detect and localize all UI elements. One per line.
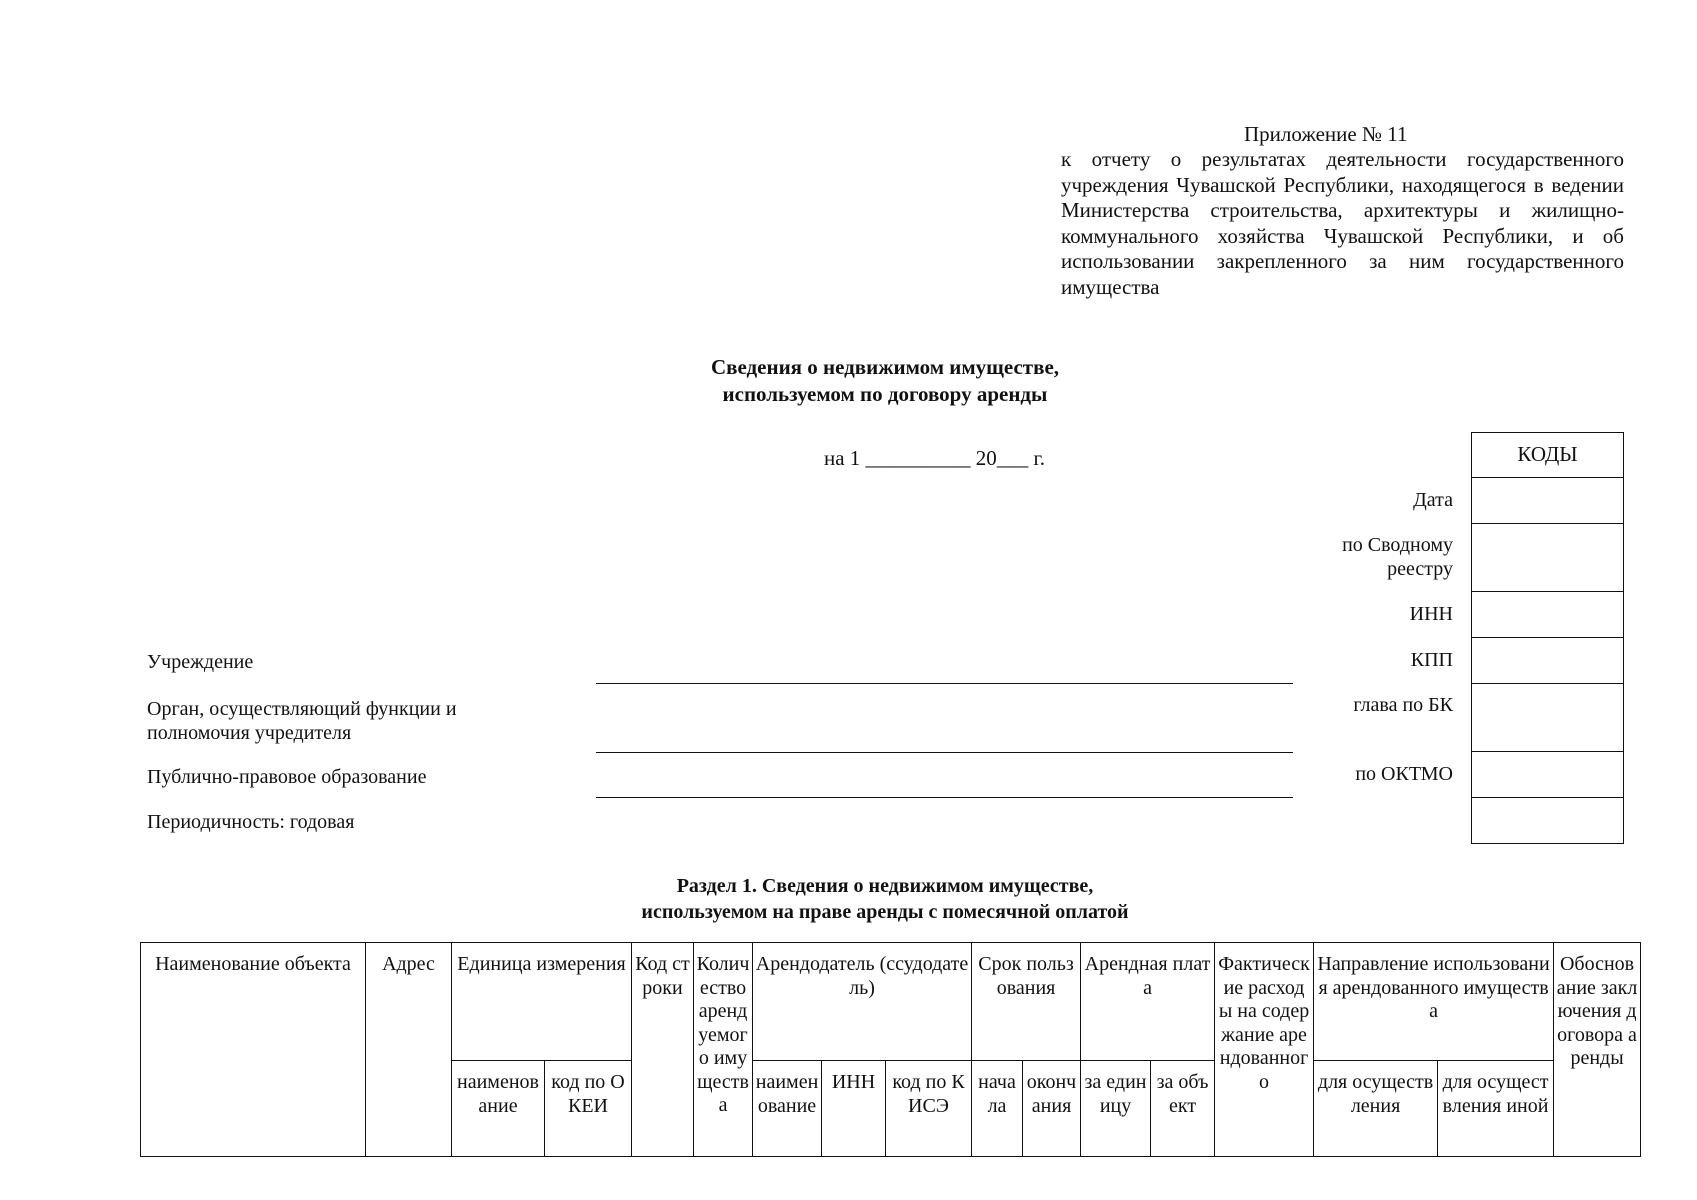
founder-field-line: [596, 752, 1293, 753]
section-1-title: [560, 873, 1210, 925]
code-label-inn: ИНН: [1409, 603, 1453, 625]
code-cell-inn: [1472, 592, 1623, 638]
code-label-oktmo: по ОКТМО: [1355, 763, 1453, 785]
appendix-title: Приложение № 11: [1244, 122, 1408, 146]
col-term: Срок пользования: [972, 943, 1081, 1061]
codes-box: [1471, 432, 1624, 844]
col-lessor-kise: код по КИСЭ: [886, 1061, 972, 1157]
col-lessor-name: наименование: [753, 1061, 822, 1157]
col-unit-name: наименование: [452, 1061, 545, 1157]
institution-field-line: [596, 683, 1293, 684]
code-cell-blank: [1472, 798, 1623, 844]
municipality-label: Публично-правовое образование: [147, 766, 427, 788]
code-label-kpp: КПП: [1410, 649, 1453, 671]
col-actual-costs: Фактические расходы на содержание арендованного: [1215, 943, 1314, 1157]
municipality-field-line: [596, 797, 1293, 798]
periodicity-label: Периодичность: годовая: [147, 811, 355, 833]
code-cell-kpp: [1472, 638, 1623, 684]
col-object-name: Наименование объекта: [141, 943, 366, 1157]
col-rent: Арендная плата: [1081, 943, 1215, 1061]
col-lessor: Арендодатель (ссудодатель): [753, 943, 972, 1061]
col-unit: Единица измерения: [452, 943, 632, 1061]
col-rent-object: за объект: [1151, 1061, 1215, 1157]
code-label-date: Дата: [1413, 489, 1453, 511]
report-date-line: на 1 __________ 20___ г.: [824, 446, 1046, 470]
col-address: Адрес: [366, 943, 452, 1157]
col-term-start: начала: [972, 1061, 1023, 1157]
institution-label: Учреждение: [147, 651, 254, 673]
col-usage: Направление использования арендованного имущества: [1314, 943, 1554, 1061]
col-unit-code: код по ОКЕИ: [545, 1061, 632, 1157]
section-1-title-line-1: Раздел 1. Сведения о недвижимом имуществе,: [676, 875, 1094, 897]
col-term-end: окончания: [1023, 1061, 1081, 1157]
appendix-description: к отчету о результатах деятельности государственного учреждения Чувашской Республики, находящегося в ведении Министерства строительства, архитектуры и жилищно-коммунального хозяйства Чувашской Республики, и об использовании закрепленного за ним государственного имущества: [1061, 147, 1624, 299]
col-quantity: Количество арендуемого имущества: [694, 943, 753, 1157]
col-lessor-inn: ИНН: [822, 1061, 886, 1157]
col-justification: Обоснование заключения договора аренды: [1554, 943, 1641, 1157]
col-usage-main: для осуществления: [1314, 1061, 1438, 1157]
section-1-title-line-2: используемом на праве аренды с помесячной оплатой: [641, 901, 1129, 923]
table-header-row: [141, 943, 1641, 1061]
document-title: [560, 354, 1210, 408]
lease-property-table: [140, 942, 1641, 1157]
code-label-bk: глава по БК: [1353, 694, 1453, 716]
code-cell-registry: [1472, 524, 1623, 592]
col-rent-unit: за единицу: [1081, 1061, 1151, 1157]
code-cell-bk: [1472, 684, 1623, 752]
code-cell-date: [1472, 478, 1623, 524]
document-title-line-2: используемом по договору аренды: [722, 382, 1048, 406]
founder-label: Орган, осуществляющий функции и полномочия учредителя: [147, 698, 457, 744]
col-usage-other: для осуществления иной: [1438, 1061, 1554, 1157]
document-title-line-1: Сведения о недвижимом имуществе,: [710, 355, 1060, 379]
code-cell-oktmo: [1472, 752, 1623, 798]
col-row-code: Код строки: [632, 943, 694, 1157]
codes-header: КОДЫ: [1472, 433, 1623, 478]
code-label-registry: по Сводному реестру: [1342, 534, 1453, 580]
